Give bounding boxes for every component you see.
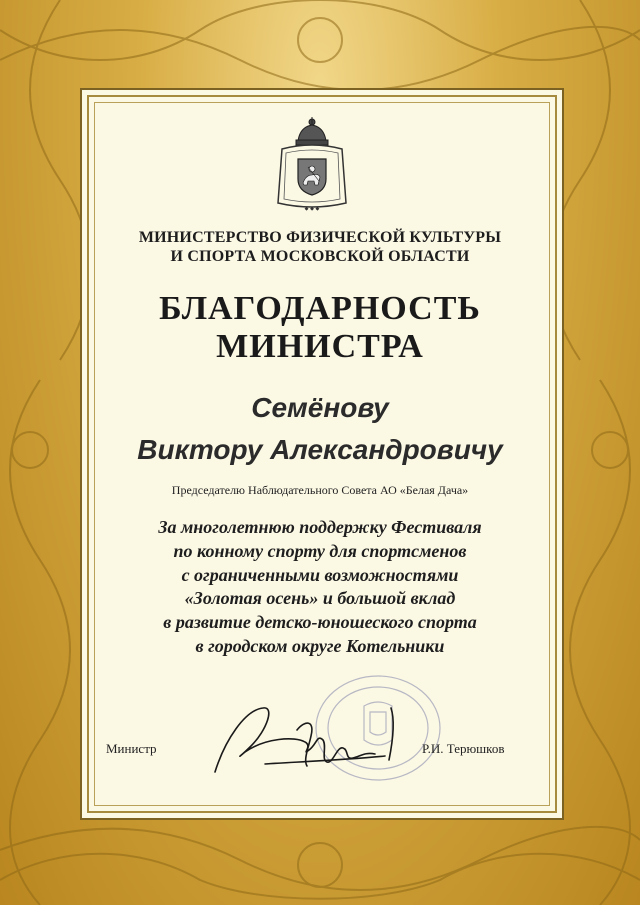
ministry-line-2: И СПОРТА МОСКОВСКОЙ ОБЛАСТИ <box>170 248 470 265</box>
reason-line: с ограниченными возможностями <box>181 564 459 585</box>
award-reason <box>80 516 560 659</box>
recipient-given-names: Виктору Александровичу <box>137 434 503 465</box>
reason-line: За многолетнюю поддержку Фестиваля <box>158 517 482 537</box>
svg-text:◆ ◆ ◆: ◆ ◆ ◆ <box>304 206 320 212</box>
recipient-position: Председателю Наблюдательного Совета АО «Белая Дача» <box>171 483 469 497</box>
handwritten-signature-icon <box>205 700 405 780</box>
coat-of-arms-icon <box>272 115 352 215</box>
signatory-title: Министр <box>106 741 157 756</box>
reason-line: «Золотая осень» и большой вклад <box>184 588 456 609</box>
title-line-2: МИНИСТРА <box>216 328 424 365</box>
ministry-line-1: МИНИСТЕРСТВО ФИЗИЧЕСКОЙ КУЛЬТУРЫ <box>138 229 502 246</box>
reason-line: в городском округе Котельники <box>195 635 445 656</box>
title-line-1: БЛАГОДАРНОСТЬ <box>159 290 481 327</box>
ministry-name <box>80 228 560 266</box>
recipient-surname: Семёнову <box>251 392 389 423</box>
reason-line: по конному спорту для спортсменов <box>173 540 467 561</box>
reason-line: в развитие детско-юношеского спорта <box>163 612 477 633</box>
certificate-title <box>80 290 560 366</box>
signatory-name: Р.И. Терюшков <box>422 741 505 756</box>
